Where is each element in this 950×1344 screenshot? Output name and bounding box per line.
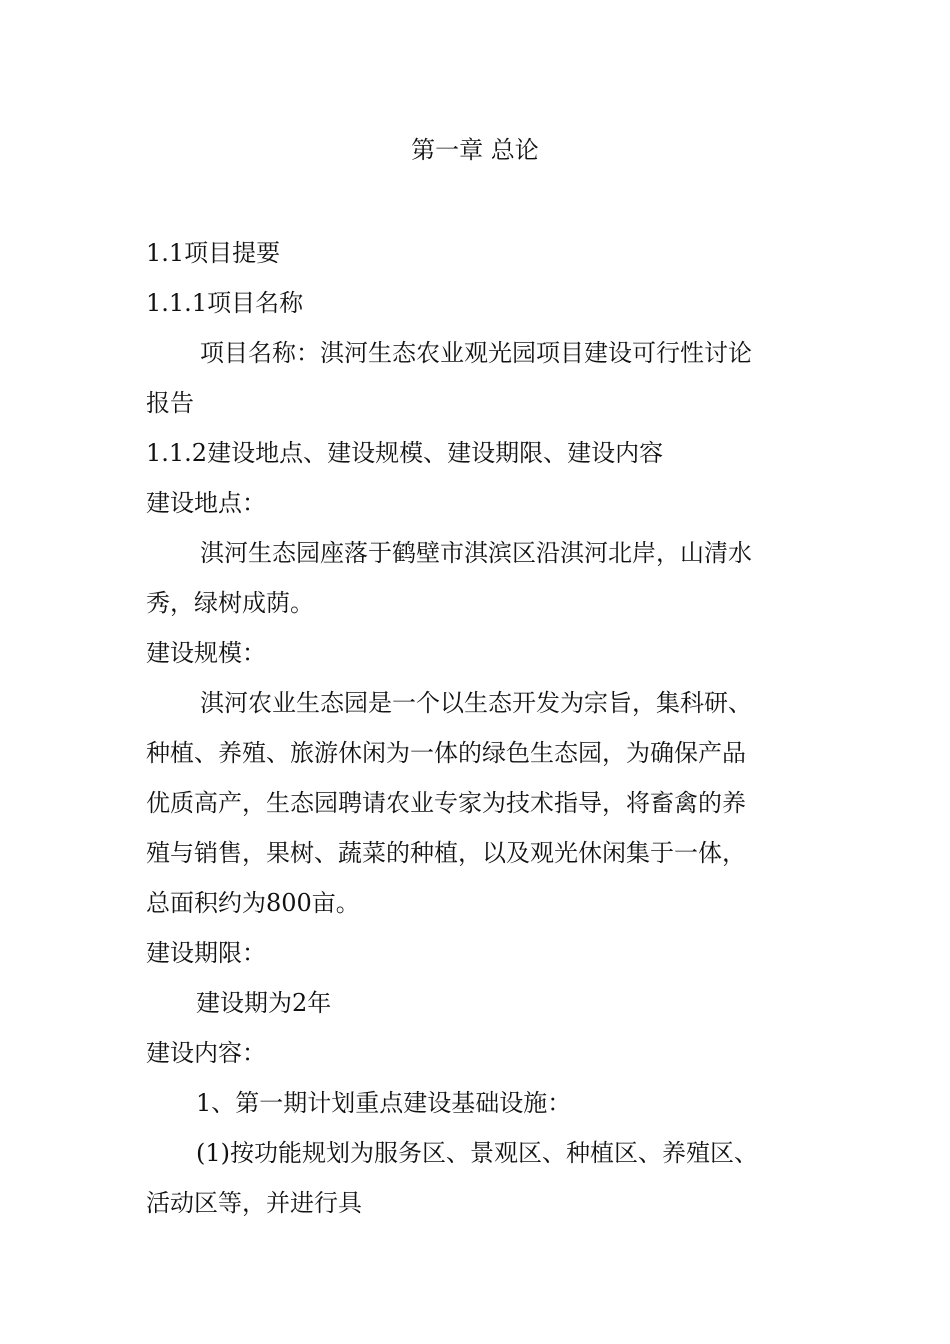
paragraph-line: 优质高产，生态园聘请农业专家为技术指导，将畜禽的养: [146, 789, 746, 817]
paragraph-line: 总面积约为800亩。: [146, 889, 360, 917]
field-label: 建设期限：: [146, 939, 266, 967]
paragraph-line: 项目名称：淇河生态农业观光园项目建设可行性讨论: [200, 339, 752, 367]
document-body: [146, 228, 808, 1228]
chapter-title: 第一章 总论: [411, 136, 539, 164]
paragraph-line: 种植、养殖、旅游休闲为一体的绿色生态园，为确保产品: [146, 739, 746, 767]
field-label: 建设地点：: [146, 489, 266, 517]
paragraph-line: 报告: [146, 389, 194, 417]
paragraph-line: 淇河生态园座落于鹤壁市淇滨区沿淇河北岸，山清水: [200, 539, 752, 567]
field-label: 建设规模：: [146, 639, 266, 667]
subsection-heading: 1.1.1项目名称: [146, 289, 304, 317]
paragraph-line: 秀，绿树成荫。: [146, 589, 314, 617]
subsection-heading: 1.1.2建设地点、建设规模、建设期限、建设内容: [146, 439, 664, 467]
field-label: 建设内容：: [146, 1039, 266, 1067]
paragraph-line: 建设期为2年: [196, 989, 332, 1017]
paragraph-line: 淇河农业生态园是一个以生态开发为宗旨，集科研、: [200, 689, 752, 717]
section-heading: 1.1项目提要: [146, 239, 281, 267]
paragraph-line: 活动区等，并进行具: [146, 1189, 362, 1217]
paragraph-line: 殖与销售，果树、蔬菜的种植，以及观光休闲集于一体，: [146, 839, 746, 867]
list-item: 1、第一期计划重点建设基础设施：: [196, 1089, 572, 1117]
list-item: (1)按功能规划为服务区、景观区、种植区、养殖区、: [196, 1139, 758, 1167]
